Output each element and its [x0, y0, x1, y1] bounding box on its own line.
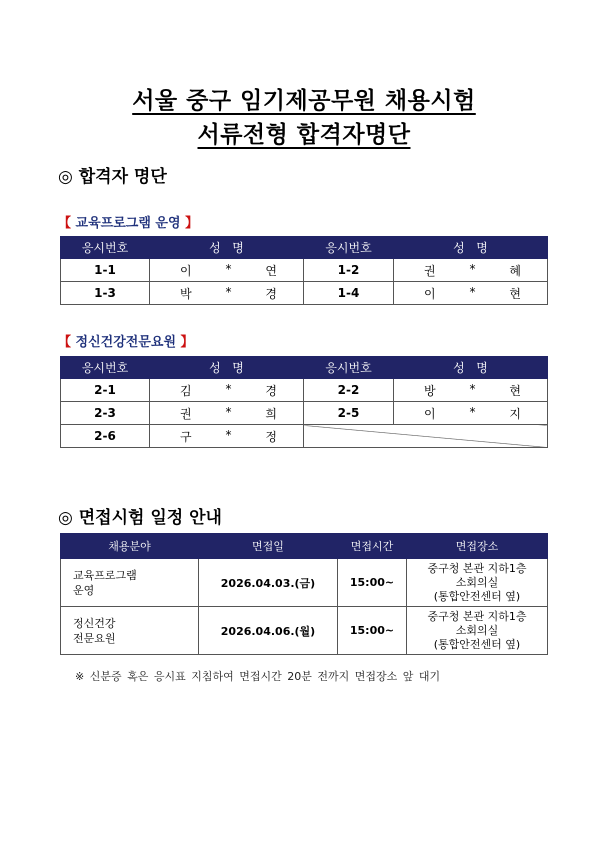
exam-no: 1-2 [304, 259, 394, 282]
exam-no: 1-4 [304, 282, 394, 305]
name-cell: 김 * 경 [150, 379, 304, 402]
time-cell: 15:00~ [338, 559, 407, 607]
table-header-row [61, 357, 548, 379]
exam-no: 2-1 [61, 379, 150, 402]
table-row [61, 425, 548, 448]
schedule-table [60, 533, 548, 655]
date-cell: 2026.04.03.(금) [199, 559, 338, 607]
table-row [61, 559, 548, 607]
page-title-line1: 서울 중구 임기제공무원 채용시험 [132, 88, 476, 114]
empty-diagonal-cell [304, 425, 548, 448]
date-cell: 2026.04.06.(월) [199, 607, 338, 655]
exam-no: 2-5 [304, 402, 394, 425]
table-row [61, 259, 548, 282]
table-header-row [61, 237, 548, 259]
exam-no: 1-3 [61, 282, 150, 305]
page-title-line2: 서류전형 합격자명단 [197, 122, 411, 148]
table-header-row [61, 534, 548, 559]
header-time: 면접시간 [338, 534, 407, 559]
name-cell: 박 * 경 [150, 282, 304, 305]
interview-note: ※ 신분증 혹은 응시표 지침하여 면접시간 20분 전까지 면접장소 앞 대기 [75, 670, 441, 683]
exam-no: 2-6 [61, 425, 150, 448]
exam-no: 1-1 [61, 259, 150, 282]
table-row [61, 282, 548, 305]
header-exam-no: 응시번호 [61, 237, 150, 259]
header-name: 성 명 [150, 237, 304, 259]
header-exam-no: 응시번호 [304, 357, 394, 379]
name-cell: 권 * 혜 [394, 259, 548, 282]
header-place: 면접장소 [407, 534, 548, 559]
header-exam-no: 응시번호 [304, 237, 394, 259]
category1-table [60, 236, 548, 305]
category2-label: 【 정신건강전문요원 】 [58, 335, 194, 350]
header-name: 성 명 [150, 357, 304, 379]
name-cell: 구 * 정 [150, 425, 304, 448]
table-row [61, 379, 548, 402]
header-field: 채용분야 [61, 534, 199, 559]
header-name: 성 명 [394, 237, 548, 259]
category1-label: 【 교육프로그램 운영 】 [58, 216, 199, 231]
place-cell: 중구청 본관 지하1층 소회의실 (통합안전센터 옆) [407, 607, 548, 655]
header-name: 성 명 [394, 357, 548, 379]
header-date: 면접일 [199, 534, 338, 559]
field-cell: 정신건강 전문요원 [61, 607, 199, 655]
name-cell: 방 * 현 [394, 379, 548, 402]
field-cell: 교육프로그램 운영 [61, 559, 199, 607]
table-row [61, 402, 548, 425]
category2-table [60, 356, 548, 448]
table-row [61, 607, 548, 655]
exam-no: 2-3 [61, 402, 150, 425]
schedule-section-title: ◎ 면접시험 일정 안내 [58, 508, 222, 528]
name-cell: 권 * 희 [150, 402, 304, 425]
name-cell: 이 * 연 [150, 259, 304, 282]
time-cell: 15:00~ [338, 607, 407, 655]
name-cell: 이 * 현 [394, 282, 548, 305]
name-cell: 이 * 지 [394, 402, 548, 425]
place-cell: 중구청 본관 지하1층 소회의실 (통합안전센터 옆) [407, 559, 548, 607]
header-exam-no: 응시번호 [61, 357, 150, 379]
passers-section-title: ◎ 합격자 명단 [58, 167, 167, 187]
exam-no: 2-2 [304, 379, 394, 402]
